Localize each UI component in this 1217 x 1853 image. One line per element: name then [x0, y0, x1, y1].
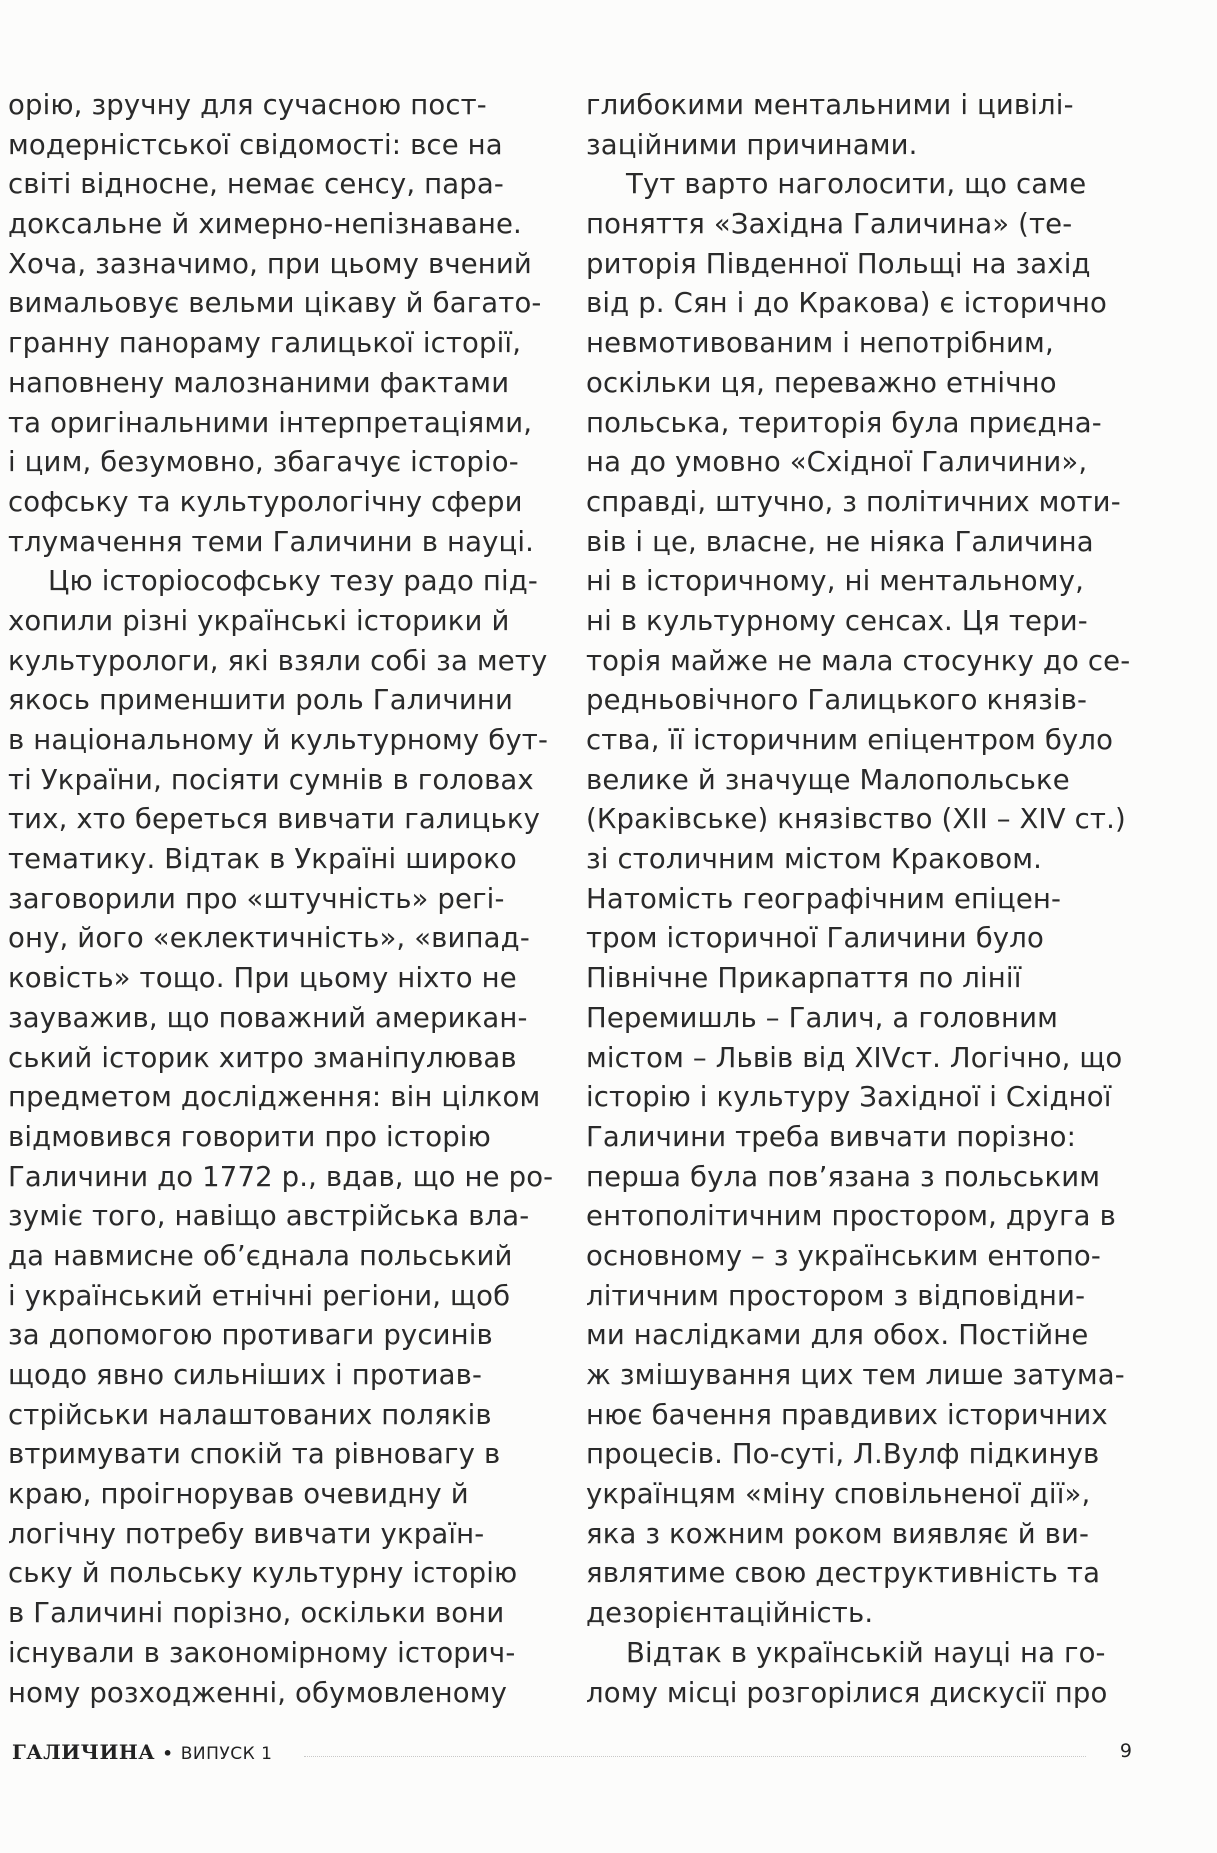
- issue-label: ВИПУСК 1: [180, 1744, 273, 1764]
- text-line: заційними причинами.: [586, 128, 918, 161]
- text-line: оскільки ця, переважно етнічно: [586, 366, 1057, 399]
- text-line: глибокими ментальними і цивілі-: [586, 89, 1074, 121]
- text-line: ному розходженні, обумовленому: [8, 1676, 508, 1709]
- text-line: зуміє того, навіщо австрійська вла-: [8, 1200, 530, 1233]
- text-line: гранну панораму галицької історії,: [8, 327, 522, 360]
- text-line: Галичини треба вивчати порізно:: [586, 1120, 1076, 1153]
- journal-title: ГАЛИЧИНА: [12, 1740, 156, 1764]
- text-line: ми наслідками для обох. Постійне: [586, 1319, 1089, 1352]
- paragraph-first-line: Цю історіософську тезу радо під-: [48, 565, 538, 598]
- text-line: ський історик хитро зманіпулював: [8, 1041, 517, 1074]
- text-line: стрійськи налаштованих поляків: [8, 1398, 492, 1431]
- text-line: українцям «міну сповільненої дії»,: [586, 1478, 1091, 1511]
- text-line: краю, проігнорував очевидну й: [8, 1478, 469, 1511]
- text-line: існували в закономірному історич-: [8, 1636, 516, 1669]
- text-line: зі столичним містом Краковом.: [586, 843, 1042, 876]
- text-line: ж змішування цих тем лише затума-: [586, 1359, 1125, 1391]
- text-line: Північне Прикарпаття по лінії: [586, 962, 1022, 995]
- text-line: ні в історичному, ні ментальному,: [586, 565, 1084, 598]
- text-line: ську й польську культурну історію: [8, 1557, 518, 1590]
- page-footer: [12, 1740, 1132, 1770]
- text-line: ні в культурному сенсах. Ця тери-: [586, 604, 1088, 637]
- text-line: ства, її історичним епіцентром було: [586, 724, 1114, 756]
- text-line: зауважив, що поважний американ-: [8, 1001, 528, 1034]
- text-line: вів і це, власне, не ніяка Галичина: [586, 525, 1094, 558]
- left-text-column: [8, 86, 554, 1713]
- text-line: риторія Південної Польщі на захід: [586, 247, 1091, 280]
- text-line: тром історичної Галичини було: [586, 922, 1044, 955]
- text-line: світі відносне, немає сенсу, пара-: [8, 168, 504, 201]
- text-line: ковість» тощо. При цьому ніхто не: [8, 962, 517, 995]
- text-line: нює бачення правдивих історичних: [586, 1398, 1108, 1431]
- footer-dotted-rule: [304, 1756, 1086, 1757]
- text-line: літичним простором з відповідни-: [586, 1279, 1086, 1312]
- paragraph-first-line: Тут варто наголосити, що саме: [626, 168, 1087, 201]
- text-line: містом – Львів від XIVст. Логічно, що: [586, 1041, 1123, 1074]
- right-text-column: [586, 86, 1131, 1713]
- text-line: ентополітичним простором, друга в: [586, 1200, 1116, 1233]
- text-line: вимальовує вельми цікаву й багато-: [8, 287, 542, 320]
- text-line: доксальне й химерно-непізнаване.: [8, 208, 522, 241]
- text-line: перша була пов’язана з польським: [586, 1160, 1101, 1193]
- text-line: щодо явно сильніших і протиав-: [8, 1359, 483, 1391]
- text-line: тлумачення теми Галичини в науці.: [8, 525, 535, 558]
- text-line: модерністської свідомості: все на: [8, 128, 503, 161]
- text-line: втримувати спокій та рівновагу в: [8, 1438, 501, 1471]
- text-line: якось применшити роль Галичини: [8, 684, 514, 717]
- page-number: 9: [1119, 1740, 1132, 1762]
- text-line: Натомість географічним епіцен-: [586, 882, 1062, 915]
- text-line: тематику. Відтак в Україні широко: [8, 843, 517, 876]
- text-line: процесів. По-суті, Л.Вулф підкинув: [586, 1438, 1100, 1471]
- text-line: хопили різні українські історики й: [8, 604, 510, 637]
- text-line: справді, штучно, з політичних моти-: [586, 485, 1121, 518]
- text-line: дезорієнтаційність.: [586, 1597, 874, 1630]
- text-line: торія майже не мала стосунку до се-: [586, 644, 1131, 677]
- text-line: логічну потребу вивчати україн-: [8, 1517, 485, 1550]
- text-line: і український етнічні регіони, щоб: [8, 1279, 511, 1312]
- text-line: орію, зручну для сучасною пост-: [8, 89, 487, 121]
- text-line: та оригінальними інтерпретаціями,: [8, 406, 533, 439]
- text-line: культурологи, які взяли собі за мету: [8, 644, 548, 677]
- text-line: основному – з українським ентопо-: [586, 1239, 1101, 1272]
- text-line: Хоча, зазначимо, при цьому вчений: [8, 247, 532, 280]
- text-line: в національному й культурному бут-: [8, 724, 549, 756]
- text-line: да навмисне об’єднала польський: [8, 1239, 513, 1272]
- text-line: ті України, посіяти сумнів в головах: [8, 763, 534, 796]
- text-line: ону, його «еклектичність», «випад-: [8, 922, 530, 955]
- text-line: заговорили про «штучність» регі-: [8, 882, 505, 915]
- text-line: за допомогою противаги русинів: [8, 1319, 493, 1352]
- text-line: Перемишль – Галич, а головним: [586, 1001, 1058, 1034]
- text-line: поняття «Західна Галичина» (те-: [586, 208, 1073, 241]
- text-line: польська, територія була приєдна-: [586, 406, 1102, 439]
- text-line: яка з кожним роком виявляє й ви-: [586, 1517, 1090, 1550]
- text-line: (Краківське) князівство (XII – XIV ст.): [586, 803, 1126, 836]
- bullet-separator: •: [162, 1744, 174, 1763]
- text-line: невмотивованим і непотрібним,: [586, 327, 1054, 360]
- text-line: софську та культурологічну сфери: [8, 485, 523, 518]
- text-line: велике й значуще Малопольське: [586, 763, 1070, 796]
- paragraph-first-line: Відтак в українській науці на го-: [626, 1636, 1106, 1669]
- text-line: в Галичині порізно, оскільки вони: [8, 1597, 505, 1630]
- footer-running-title: [12, 1740, 272, 1764]
- text-line: редньовічного Галицького князів-: [586, 684, 1088, 717]
- text-line: на до умовно «Східної Галичини»,: [586, 446, 1088, 479]
- text-line: Галичини до 1772 р., вдав, що не ро-: [8, 1160, 554, 1193]
- text-line: історію і культуру Західної і Східної: [586, 1081, 1112, 1114]
- text-line: від р. Сян і до Кракова) є історично: [586, 287, 1107, 320]
- text-line: тих, хто береться вивчати галицьку: [8, 803, 541, 836]
- text-line: лому місці розгорілися дискусії про: [586, 1676, 1108, 1709]
- text-line: являтиме свою деструктивність та: [586, 1557, 1101, 1590]
- text-line: відмовився говорити про історію: [8, 1120, 491, 1153]
- text-line: і цим, безумовно, збагачує історіо-: [8, 446, 519, 479]
- text-line: предметом дослідження: він цілком: [8, 1081, 541, 1114]
- text-line: наповнену малознаними фактами: [8, 366, 510, 399]
